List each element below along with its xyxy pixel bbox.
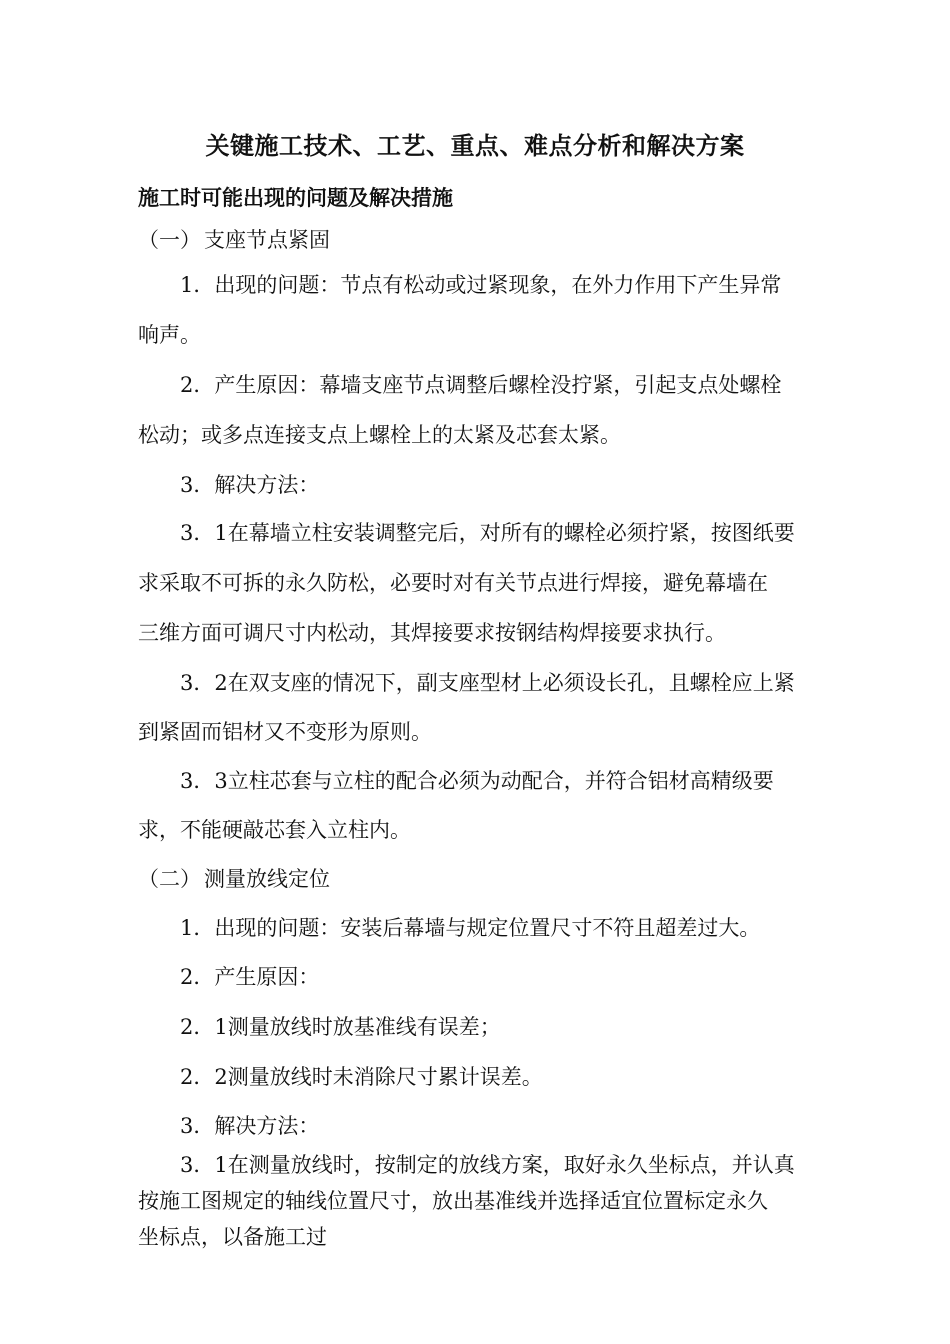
section-2-title: 测量放线定位 bbox=[204, 867, 330, 891]
paragraph-line: 响声。 bbox=[138, 323, 201, 347]
paragraph-line: 三维方面可调尺寸内松动，其焊接要求按钢结构焊接要求执行。 bbox=[138, 621, 726, 645]
section-1-number: （一） bbox=[138, 228, 201, 252]
paragraph-line: 到紧固而铝材又不变形为原则。 bbox=[138, 720, 432, 744]
paragraph-line: 3．2在双支座的情况下，副支座型材上必须设长孔，且螺栓应上紧 bbox=[180, 671, 795, 695]
paragraph-line: 1．出现的问题：节点有松动或过紧现象，在外力作用下产生异常 bbox=[180, 273, 782, 297]
paragraph-line: 2．产生原因： bbox=[180, 965, 320, 989]
paragraph-line: 松动；或多点连接支点上螺栓上的太紧及芯套太紧。 bbox=[138, 423, 621, 447]
paragraph-line: 2．产生原因：幕墙支座节点调整后螺栓没拧紧，引起支点处螺栓 bbox=[180, 373, 782, 397]
section-1-heading bbox=[138, 225, 818, 255]
document-title: 关键施工技术、工艺、重点、难点分析和解决方案 bbox=[205, 131, 745, 160]
paragraph-line: 求采取不可拆的永久防松，必要时对有关节点进行焊接，避免幕墙在 bbox=[138, 571, 768, 595]
paragraph-line: 1．出现的问题：安装后幕墙与规定位置尺寸不符且超差过大。 bbox=[180, 916, 761, 940]
paragraph-line: 3．1在测量放线时，按制定的放线方案，取好永久坐标点，并认真 bbox=[180, 1153, 795, 1177]
paragraph-line: 坐标点，以备施工过 bbox=[138, 1225, 327, 1249]
section-2-number: （二） bbox=[138, 867, 201, 891]
section-subheading: 施工时可能出现的问题及解决措施 bbox=[138, 185, 453, 210]
section-1-title: 支座节点紧固 bbox=[204, 228, 330, 252]
paragraph-line: 2．1测量放线时放基准线有误差； bbox=[180, 1015, 501, 1039]
paragraph-line: 3．1在幕墙立柱安装调整完后，对所有的螺栓必须拧紧，按图纸要 bbox=[180, 521, 795, 545]
paragraph-line: 按施工图规定的轴线位置尺寸，放出基准线并选择适宜位置标定永久 bbox=[138, 1189, 768, 1213]
paragraph-line: 3．解决方法： bbox=[180, 473, 320, 497]
paragraph-line: 2．2测量放线时未消除尺寸累计误差。 bbox=[180, 1065, 543, 1089]
section-2-heading bbox=[138, 864, 818, 894]
paragraph-line: 3．解决方法： bbox=[180, 1114, 320, 1138]
paragraph-line: 3．3立柱芯套与立柱的配合必须为动配合，并符合铝材高精级要 bbox=[180, 769, 774, 793]
paragraph-line: 求，不能硬敲芯套入立柱内。 bbox=[138, 818, 411, 842]
